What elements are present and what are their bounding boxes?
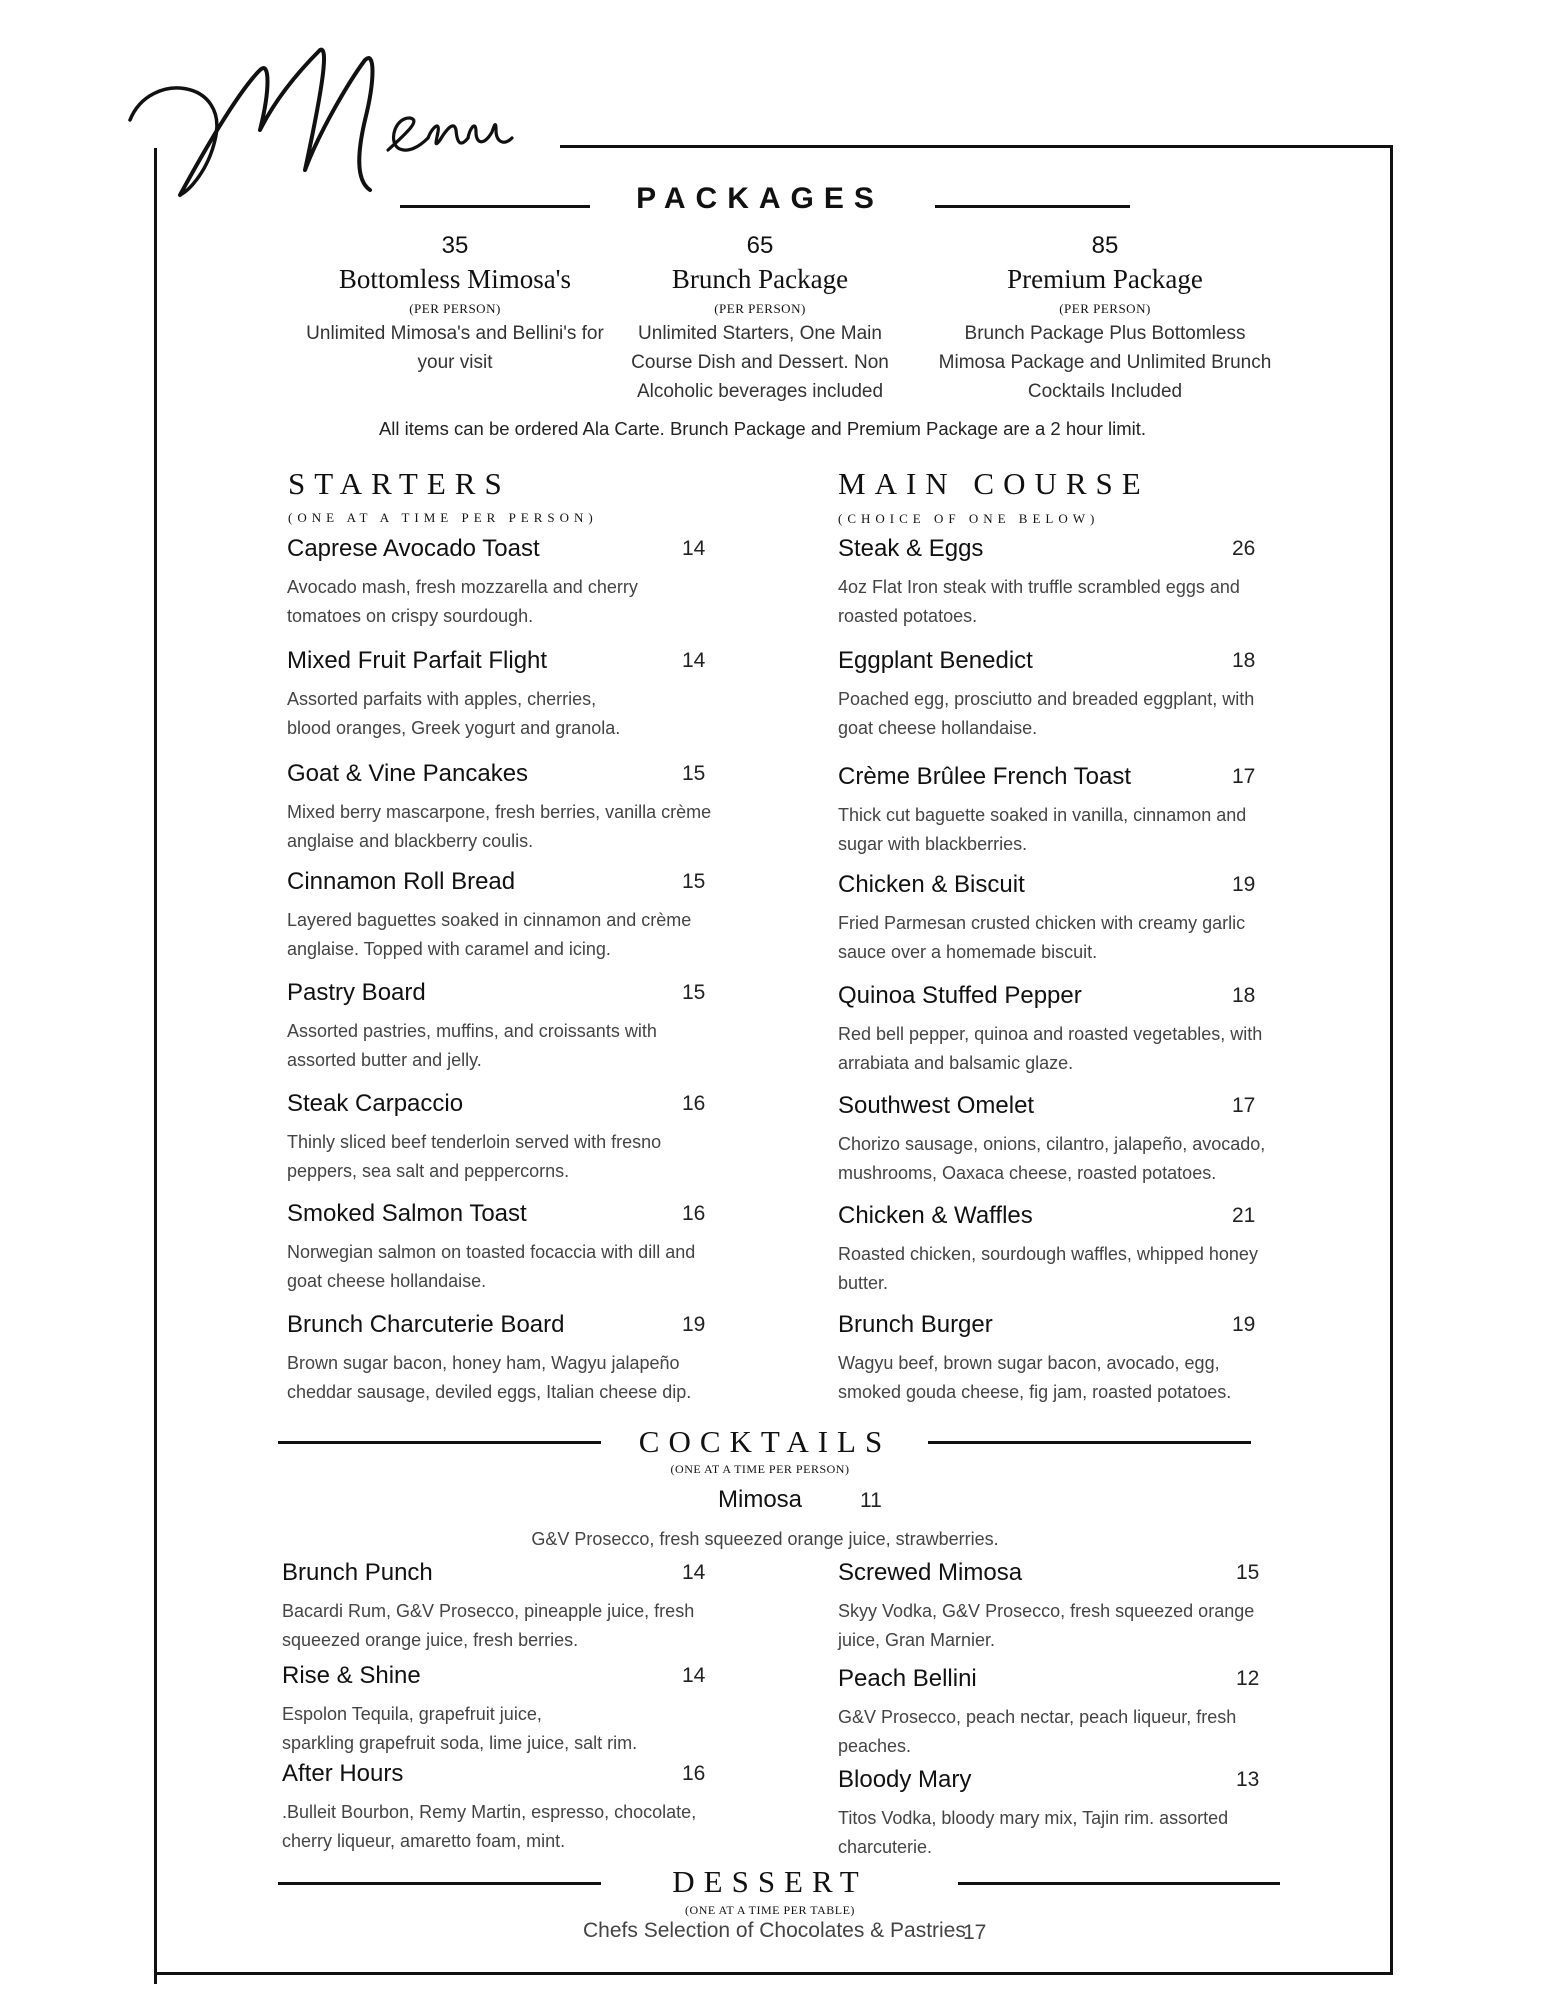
menu-item-name: Quinoa Stuffed Pepper bbox=[838, 982, 1082, 1009]
menu-item-desc-line: Thick cut baguette soaked in vanilla, cinnamon and bbox=[838, 805, 1247, 825]
menu-item-desc-line: anglaise and blackberry coulis. bbox=[287, 831, 534, 851]
package-per-person: (PER PERSON) bbox=[1059, 301, 1151, 316]
menu-item-desc-line: Avocado mash, fresh mozzarella and cherry bbox=[287, 577, 638, 597]
menu-item-name: Chicken & Biscuit bbox=[838, 871, 1025, 898]
cocktails-subtitle: (ONE AT A TIME PER PERSON) bbox=[670, 1462, 850, 1476]
menu-item-name: Mixed Fruit Parfait Flight bbox=[287, 647, 548, 674]
menu-item-description bbox=[287, 1128, 661, 1186]
menu-item-description bbox=[838, 1020, 1262, 1078]
menu-item-desc-line: 4oz Flat Iron steak with truffle scrambled eggs and bbox=[838, 577, 1240, 597]
menu-item-price: 14 bbox=[682, 537, 706, 560]
package-per-person: (PER PERSON) bbox=[409, 301, 501, 316]
package-desc-line: your visit bbox=[417, 352, 493, 373]
package-desc-line: Unlimited Mimosa's and Bellini's for bbox=[306, 323, 604, 344]
menu-item-desc-line: Brown sugar bacon, honey ham, Wagyu jalapeño bbox=[287, 1353, 680, 1373]
menu-item-price: 17 bbox=[1232, 1094, 1256, 1117]
featured-cocktail-name: Mimosa bbox=[718, 1486, 803, 1513]
starters-subtitle: (ONE AT A TIME PER PERSON) bbox=[288, 510, 598, 525]
menu-item-name: Southwest Omelet bbox=[838, 1092, 1035, 1119]
menu-item-desc-line: Fried Parmesan crusted chicken with creamy garlic bbox=[838, 913, 1246, 933]
menu-item-name: Goat & Vine Pancakes bbox=[287, 760, 529, 787]
dessert-item: Chefs Selection of Chocolates & Pastries bbox=[583, 1919, 966, 1942]
menu-item-desc-line: Thinly sliced beef tenderloin served with fresno bbox=[287, 1132, 662, 1152]
packages-rule-right bbox=[935, 205, 1130, 208]
menu-item-price: 15 bbox=[682, 981, 706, 1004]
package-desc-line: Unlimited Starters, One Main bbox=[638, 323, 882, 344]
menu-item-desc-line: sauce over a homemade biscuit. bbox=[838, 942, 1098, 962]
frame-left-border bbox=[154, 148, 157, 1984]
menu-item-desc-line: sugar with blackberries. bbox=[838, 834, 1028, 854]
menu-item-description bbox=[838, 1349, 1231, 1407]
menu-item-desc-line: Chorizo sausage, onions, cilantro, jalapeño, avocado, bbox=[838, 1134, 1266, 1154]
menu-item-desc-line: Roasted chicken, sourdough waffles, whipped honey bbox=[838, 1244, 1258, 1264]
menu-item-name: Peach Bellini bbox=[838, 1665, 977, 1692]
menu-item-desc-line: Espolon Tequila, grapefruit juice, bbox=[282, 1704, 542, 1724]
menu-item-name: Steak & Eggs bbox=[838, 535, 984, 562]
menu-item-name: Brunch Burger bbox=[838, 1311, 993, 1338]
package-premium bbox=[930, 232, 1280, 406]
packages-note: All items can be ordered Ala Carte. Brunch Package and Premium Package are a 2 hour limit. bbox=[378, 418, 1147, 439]
menu-item-price: 16 bbox=[682, 1092, 706, 1115]
menu-item-name: Smoked Salmon Toast bbox=[287, 1200, 527, 1227]
package-price: 85 bbox=[1091, 232, 1119, 259]
menu-item-description bbox=[282, 1597, 694, 1655]
package-description bbox=[610, 319, 910, 406]
menu-item-price: 19 bbox=[1232, 873, 1256, 896]
package-desc-line: Alcoholic beverages included bbox=[636, 381, 884, 402]
menu-item-description bbox=[287, 1238, 695, 1296]
menu-item-desc-line: Red bell pepper, quinoa and roasted vegetables, with bbox=[838, 1024, 1263, 1044]
menu-item-description bbox=[282, 1798, 696, 1856]
menu-item-description bbox=[838, 573, 1240, 631]
menu-item-price: 16 bbox=[682, 1762, 706, 1785]
menu-item-description bbox=[287, 906, 691, 964]
menu-item-name: Screwed Mimosa bbox=[838, 1559, 1023, 1586]
menu-item-description bbox=[838, 1703, 1236, 1761]
menu-item-desc-line: Titos Vodka, bloody mary mix, Tajin rim. assorted bbox=[838, 1808, 1229, 1828]
menu-item-price: 12 bbox=[1236, 1667, 1260, 1690]
menu-item-desc-line: tomatoes on crispy sourdough. bbox=[287, 606, 534, 626]
dessert-title: DESSERT bbox=[672, 1864, 868, 1899]
menu-item-desc-line: sparkling grapefruit soda, lime juice, salt rim. bbox=[282, 1733, 638, 1753]
menu-item-name: Brunch Punch bbox=[282, 1559, 433, 1586]
menu-item-description bbox=[838, 1597, 1254, 1655]
menu-item-price: 18 bbox=[1232, 984, 1256, 1007]
menu-item-description bbox=[838, 801, 1246, 859]
menu-item-description bbox=[838, 1130, 1265, 1188]
menu-item-name: Crème Brûlee French Toast bbox=[838, 763, 1132, 790]
dessert-price: 17 bbox=[963, 1921, 987, 1944]
menu-item-name: Caprese Avocado Toast bbox=[287, 535, 540, 562]
menu-item-price: 18 bbox=[1232, 649, 1256, 672]
menu-item-description bbox=[838, 1804, 1228, 1862]
package-name: Premium Package bbox=[1007, 264, 1203, 294]
package-per-person: (PER PERSON) bbox=[714, 301, 806, 316]
menu-item-desc-line: cheddar sausage, deviled eggs, Italian cheese dip. bbox=[287, 1382, 692, 1402]
menu-item-desc-line: juice, Gran Marnier. bbox=[838, 1630, 996, 1650]
menu-item-desc-line: anglaise. Topped with caramel and icing. bbox=[287, 939, 611, 959]
menu-item-description bbox=[838, 909, 1245, 967]
dessert-rule-left bbox=[278, 1882, 601, 1885]
dessert-subtitle: (ONE AT A TIME PER TABLE) bbox=[685, 1903, 855, 1917]
menu-item-description bbox=[287, 573, 638, 631]
menu-item-name: Chicken & Waffles bbox=[838, 1202, 1033, 1229]
package-name: Brunch Package bbox=[671, 264, 849, 294]
menu-item-desc-line: Mixed berry mascarpone, fresh berries, vanilla crème bbox=[287, 802, 712, 822]
package-desc-line: Cocktails Included bbox=[1027, 381, 1183, 402]
package-bottomless-mimosas bbox=[300, 232, 610, 377]
featured-cocktail-description: G&V Prosecco, fresh squeezed orange juice, strawberries. bbox=[531, 1529, 999, 1549]
menu-item-name: Steak Carpaccio bbox=[287, 1090, 464, 1117]
menu-item-price: 26 bbox=[1232, 537, 1256, 560]
menu-item-description bbox=[838, 1240, 1258, 1298]
menu-script-logo bbox=[120, 20, 540, 220]
menu-item-name: After Hours bbox=[282, 1760, 404, 1787]
menu-item-desc-line: roasted potatoes. bbox=[838, 606, 978, 626]
package-name: Bottomless Mimosa's bbox=[338, 264, 572, 294]
menu-item-description bbox=[287, 1017, 657, 1075]
package-price: 35 bbox=[441, 232, 469, 259]
frame-right-border bbox=[1390, 145, 1393, 1974]
menu-item-price: 15 bbox=[1236, 1561, 1260, 1584]
menu-item-desc-line: Layered baguettes soaked in cinnamon and crème bbox=[287, 910, 692, 930]
menu-item-desc-line: Assorted pastries, muffins, and croissants with bbox=[287, 1021, 657, 1041]
package-desc-line: Brunch Package Plus Bottomless bbox=[964, 323, 1246, 344]
menu-item-name: Pastry Board bbox=[287, 979, 426, 1006]
menu-item-desc-line: charcuterie. bbox=[838, 1837, 933, 1857]
menu-item-price: 14 bbox=[682, 1561, 706, 1584]
menu-item-desc-line: peppers, sea salt and peppercorns. bbox=[287, 1161, 570, 1181]
menu-item-desc-line: butter. bbox=[838, 1273, 889, 1293]
menu-item-name: Rise & Shine bbox=[282, 1662, 421, 1689]
menu-item-desc-line: goat cheese hollandaise. bbox=[287, 1271, 487, 1291]
menu-item-desc-line: blood oranges, Greek yogurt and granola. bbox=[287, 718, 621, 738]
menu-item-desc-line: squeezed orange juice, fresh berries. bbox=[282, 1630, 579, 1650]
dessert-rule-right bbox=[958, 1882, 1280, 1885]
main-course-subtitle: (CHOICE OF ONE BELOW) bbox=[838, 511, 1100, 526]
menu-item-description bbox=[287, 685, 620, 743]
cocktails-rule-right bbox=[928, 1441, 1251, 1444]
cocktails-rule-left bbox=[278, 1441, 601, 1444]
menu-item-desc-line: arrabiata and balsamic glaze. bbox=[838, 1053, 1074, 1073]
menu-item-desc-line: cherry liqueur, amaretto foam, mint. bbox=[282, 1831, 566, 1851]
menu-item-price: 13 bbox=[1236, 1768, 1260, 1791]
menu-item-desc-line: Bacardi Rum, G&V Prosecco, pineapple juice, fresh bbox=[282, 1601, 695, 1621]
menu-item-name: Brunch Charcuterie Board bbox=[287, 1311, 565, 1338]
menu-item-desc-line: goat cheese hollandaise. bbox=[838, 718, 1038, 738]
cocktails-title: COCKTAILS bbox=[638, 1424, 892, 1459]
menu-item-desc-line: G&V Prosecco, peach nectar, peach liqueur, fresh bbox=[838, 1707, 1237, 1727]
package-desc-line: Course Dish and Dessert. Non bbox=[631, 352, 889, 373]
menu-item-name: Cinnamon Roll Bread bbox=[287, 868, 516, 895]
frame-top-border bbox=[560, 145, 1393, 148]
menu-item-desc-line: Poached egg, prosciutto and breaded eggplant, with bbox=[838, 689, 1255, 709]
menu-item-price: 19 bbox=[682, 1313, 706, 1336]
package-price: 65 bbox=[746, 232, 774, 259]
menu-item-desc-line: .Bulleit Bourbon, Remy Martin, espresso, chocolate, bbox=[282, 1802, 697, 1822]
menu-item-description bbox=[282, 1700, 637, 1758]
menu-item-price: 14 bbox=[682, 1664, 706, 1687]
menu-item-desc-line: assorted butter and jelly. bbox=[287, 1050, 482, 1070]
menu-item-desc-line: mushrooms, Oaxaca cheese, roasted potatoes. bbox=[838, 1163, 1217, 1183]
frame-bottom-border bbox=[154, 1972, 1393, 1975]
menu-item-desc-line: Assorted parfaits with apples, cherries, bbox=[287, 689, 597, 709]
main-course-title: MAIN COURSE bbox=[838, 466, 1150, 501]
menu-item-name: Bloody Mary bbox=[838, 1766, 972, 1793]
menu-item-description bbox=[287, 1349, 691, 1407]
package-brunch bbox=[610, 232, 910, 406]
menu-item-desc-line: peaches. bbox=[838, 1736, 912, 1756]
menu-item-price: 17 bbox=[1232, 765, 1256, 788]
menu-item-name: Eggplant Benedict bbox=[838, 647, 1033, 674]
menu-item-desc-line: Wagyu beef, brown sugar bacon, avocado, egg, bbox=[838, 1353, 1220, 1373]
menu-item-price: 21 bbox=[1232, 1204, 1256, 1227]
package-description bbox=[930, 319, 1280, 406]
menu-item-price: 15 bbox=[682, 870, 706, 893]
menu-item-price: 15 bbox=[682, 762, 706, 785]
starters-title: STARTERS bbox=[288, 466, 511, 501]
menu-item-desc-line: smoked gouda cheese, fig jam, roasted potatoes. bbox=[838, 1382, 1232, 1402]
menu-item-description bbox=[287, 798, 711, 856]
featured-cocktail-price: 11 bbox=[860, 1489, 882, 1512]
packages-rule-left bbox=[400, 205, 590, 208]
menu-item-price: 14 bbox=[682, 649, 706, 672]
menu-item-description bbox=[838, 685, 1254, 743]
packages-title: PACKAGES bbox=[636, 182, 884, 215]
package-desc-line: Mimosa Package and Unlimited Brunch bbox=[938, 352, 1272, 373]
menu-item-price: 19 bbox=[1232, 1313, 1256, 1336]
menu-item-price: 16 bbox=[682, 1202, 706, 1225]
menu-item-desc-line: Skyy Vodka, G&V Prosecco, fresh squeezed orange bbox=[838, 1601, 1255, 1621]
package-description bbox=[300, 319, 610, 377]
menu-item-desc-line: Norwegian salmon on toasted focaccia with dill and bbox=[287, 1242, 696, 1262]
